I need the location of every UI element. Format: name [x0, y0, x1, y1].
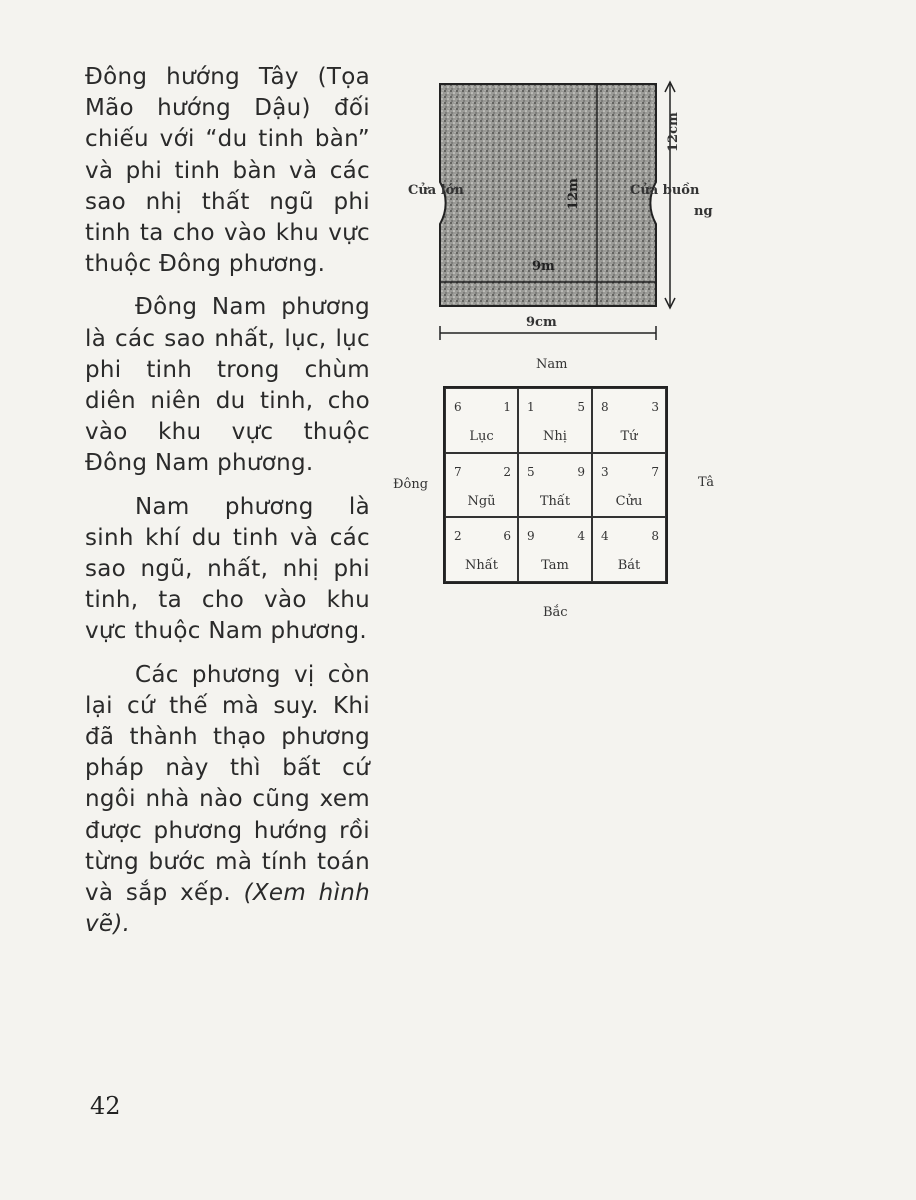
- compass-east: Đông: [393, 477, 429, 492]
- cell-left-number: 9: [527, 529, 535, 543]
- door-room-label: Cửa buồn: [630, 183, 700, 198]
- cell-right-number: 5: [577, 400, 585, 414]
- grid-cell: [592, 517, 666, 582]
- cell-left-number: 8: [601, 400, 609, 414]
- inner-height-label: 12m: [566, 178, 581, 210]
- cell-name: Bát: [617, 558, 641, 573]
- cell-right-number: 3: [651, 400, 659, 414]
- cell-right-number: 4: [577, 529, 585, 543]
- cell-left-number: 3: [601, 465, 609, 479]
- figure-reference: (Xem hình vẽ).: [85, 880, 370, 938]
- inner-width-label: 9m: [532, 259, 555, 274]
- cell-name: Nhị: [543, 429, 567, 444]
- cell-left-number: 4: [601, 529, 609, 543]
- paragraph: Đông Nam phương là các sao nhất, lục, lục phi tinh trong chùm diên niên du tinh, cho vào khu vực thuộc Đông Nam phương.: [85, 294, 370, 477]
- paragraph-text: Các phương vị còn lại cứ thế mà suy. Khi đã thành thạo phương pháp này thì bất cứ ngôi nhà nào cũng xem được phương hướng rồi từng bước mà tính toán và sắp xếp.: [85, 661, 370, 907]
- cell-name: Tứ: [620, 429, 638, 444]
- grid-cell: [445, 388, 518, 453]
- cell-name: Lục: [469, 429, 494, 444]
- cell-name: Nhất: [465, 558, 498, 573]
- cell-name: Tam: [541, 558, 569, 573]
- cell-left-number: 2: [454, 529, 462, 543]
- grid-cell: [518, 388, 592, 453]
- compass-north: Bắc: [543, 605, 568, 620]
- paragraph: Nam phương là sinh khí du tinh và các sao ngũ, nhất, nhị phi tinh, ta cho vào khu vực thuộc Nam phương.: [85, 493, 370, 645]
- cell-right-number: 7: [651, 465, 659, 479]
- paragraph: Đông hướng Tây (Tọa Mão hướng Dậu) đối chiếu với “du tinh bàn” và phi tinh bàn và các sao nhị thất ngũ phi tinh ta cho vào khu vực thuộc Đông phương.: [85, 64, 370, 278]
- compass-south: Nam: [536, 357, 568, 372]
- cell-right-number: 2: [503, 465, 511, 479]
- cell-right-number: 6: [503, 529, 511, 543]
- cell-name: Thất: [539, 494, 571, 509]
- cell-left-number: 6: [454, 400, 462, 414]
- cell-name: Ngũ: [467, 494, 496, 509]
- page-number: 42: [90, 1092, 121, 1120]
- grid-cell: [518, 453, 592, 517]
- cell-left-number: 5: [527, 465, 535, 479]
- star-grid: [443, 386, 668, 584]
- compass-west: Tâ: [698, 475, 715, 490]
- door-main-label: Cửa lớn: [408, 183, 464, 198]
- grid-cell: [592, 388, 666, 453]
- cell-left-number: 1: [527, 400, 535, 414]
- grid-cell: [445, 517, 518, 582]
- cell-right-number: 9: [577, 465, 585, 479]
- grid-cell: [592, 453, 666, 517]
- cell-left-number: 7: [454, 465, 462, 479]
- grid-cell: [518, 517, 592, 582]
- width-label: 9cm: [526, 315, 557, 330]
- cell-right-number: 8: [651, 529, 659, 543]
- height-label: 12cm: [666, 112, 681, 152]
- cell-name: Cửu: [615, 494, 643, 509]
- grid-cell: [445, 453, 518, 517]
- cell-right-number: 1: [503, 400, 511, 414]
- door-room-label-wrap: ng: [694, 204, 713, 219]
